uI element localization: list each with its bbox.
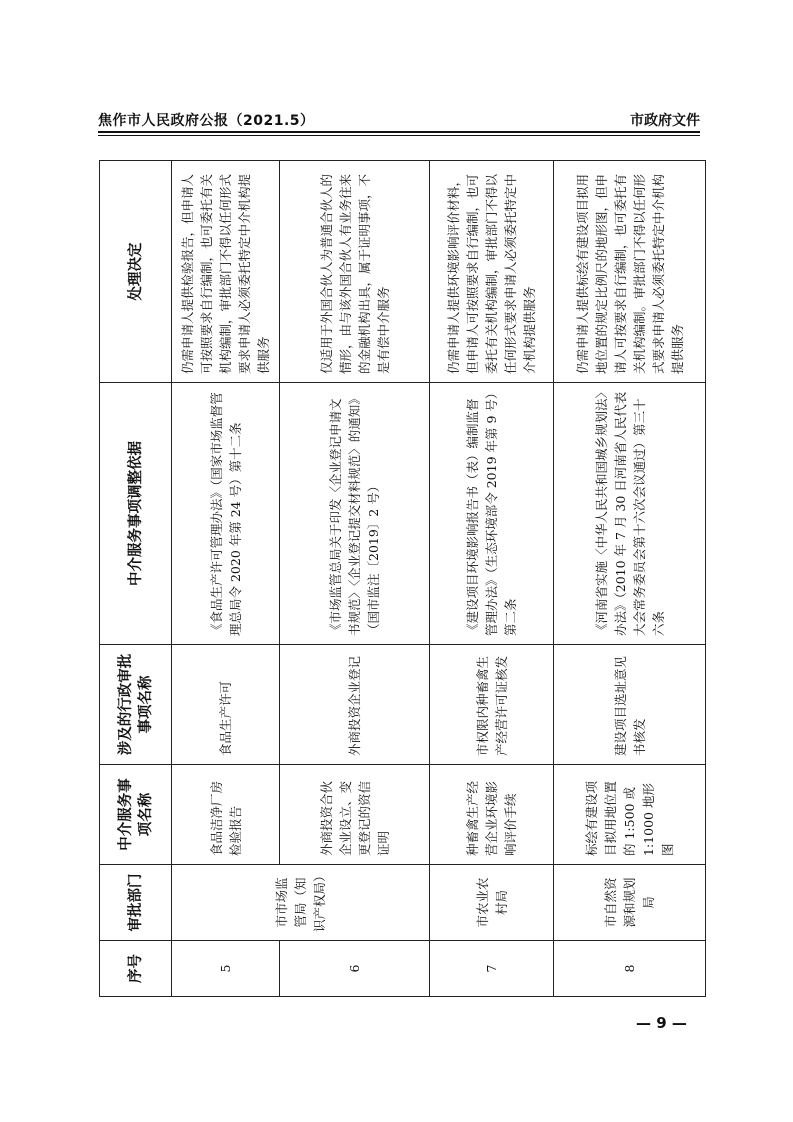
- row-approval: 外商投资企业登记: [280, 645, 430, 765]
- row-dept: 市自然资源和规划局: [554, 865, 706, 941]
- row-service: 食品洁净厂房检验报告: [172, 765, 280, 865]
- row-no: 6: [280, 941, 430, 997]
- row-decision: 仍需申请人提供检验报告，但申请人可按照要求自行编制，也可委托有关机构编制，审批部门不得以任何形式要求申请人必须委托特定中介机构提供服务: [172, 161, 280, 383]
- row-decision: 仅适用于外国合伙人为普通合伙人的情形，由与该外国合伙人有业务往来的金融机构出具，属于证明事项，不是有偿中介服务: [280, 161, 430, 383]
- col-header-dept: 审批部门: [100, 865, 172, 941]
- row-basis: 《市场监管总局关于印发〈企业登记申请文书规范〉〈企业登记提交材料规范〉的通知》（国市监注〔2019〕2 号）: [280, 383, 430, 645]
- table-row: [172, 161, 280, 997]
- col-header-approval: 涉及的行政审批事项名称: [100, 645, 172, 765]
- row-service: 种畜禽生产经营企业环境影响评价手续: [430, 765, 554, 865]
- col-header-basis: 中介服务事项调整依据: [100, 383, 172, 645]
- header-rule-thick: [98, 131, 700, 133]
- row-no: 8: [554, 941, 706, 997]
- intermediary-service-table: [99, 160, 706, 997]
- table-row: [430, 161, 554, 997]
- row-no: 5: [172, 941, 280, 997]
- row-decision: 仍需申请人提供标绘有建设项目拟用地位置的规定比例尺的地形图，但申请人可按要求自行编制，也可委托有关机构编制。审批部门不得以任何形式要求申请人必须委托特定中介机构提供服务: [554, 161, 706, 383]
- row-basis: 《食品生产许可管理办法》（国家市场监督管理总局令 2020 年第 24 号）第十二条: [172, 383, 280, 645]
- col-header-decision: 处理决定: [100, 161, 172, 383]
- row-dept: 市农业农村局: [430, 865, 554, 941]
- row-decision: 仍需申请人提供环境影响评价材料，但申请人可按照要求自行编制，也可委托有关机构编制，审批部门不得以任何形式要求申请人必须委托特定中介机构提供服务: [430, 161, 554, 383]
- row-basis: 《河南省实施〈中华人民共和国城乡规划法〉办法》（2010 年 7 月 30 日河南省人民代表大会常务委员会第十六次会议通过）第三十六条: [554, 383, 706, 645]
- row-basis: 《建设项目环境影响报告书（表）编制监督管理办法》（生态环境部令 2019 年第 9 号）第二条: [430, 383, 554, 645]
- rotated-table: [99, 161, 703, 997]
- row-approval: 食品生产许可: [172, 645, 280, 765]
- row-service: 标绘有建设项目拟用地位置的 1:500 或 1:1000 地形图: [554, 765, 706, 865]
- table-container: [99, 161, 703, 997]
- page-number: — 9 —: [636, 1014, 687, 1032]
- col-header-no: 序号: [100, 941, 172, 997]
- table-row: [554, 161, 706, 997]
- row-dept: 市市场监管局（知识产权局）: [172, 865, 430, 941]
- row-approval: 建设项目选址意见书核发: [554, 645, 706, 765]
- row-approval: 市权限内种畜禽生产经营许可证核发: [430, 645, 554, 765]
- page-header: [98, 108, 700, 132]
- row-service: 外商投资合伙企业设立、变更登记的资信证明: [280, 765, 430, 865]
- col-header-service: 中介服务事项名称: [100, 765, 172, 865]
- header-rule-thin: [98, 135, 700, 136]
- table-header-row: [100, 161, 172, 997]
- row-no: 7: [430, 941, 554, 997]
- section-title: 市政府文件: [630, 113, 700, 129]
- bulletin-title: 焦作市人民政府公报（2021.5）: [98, 113, 315, 129]
